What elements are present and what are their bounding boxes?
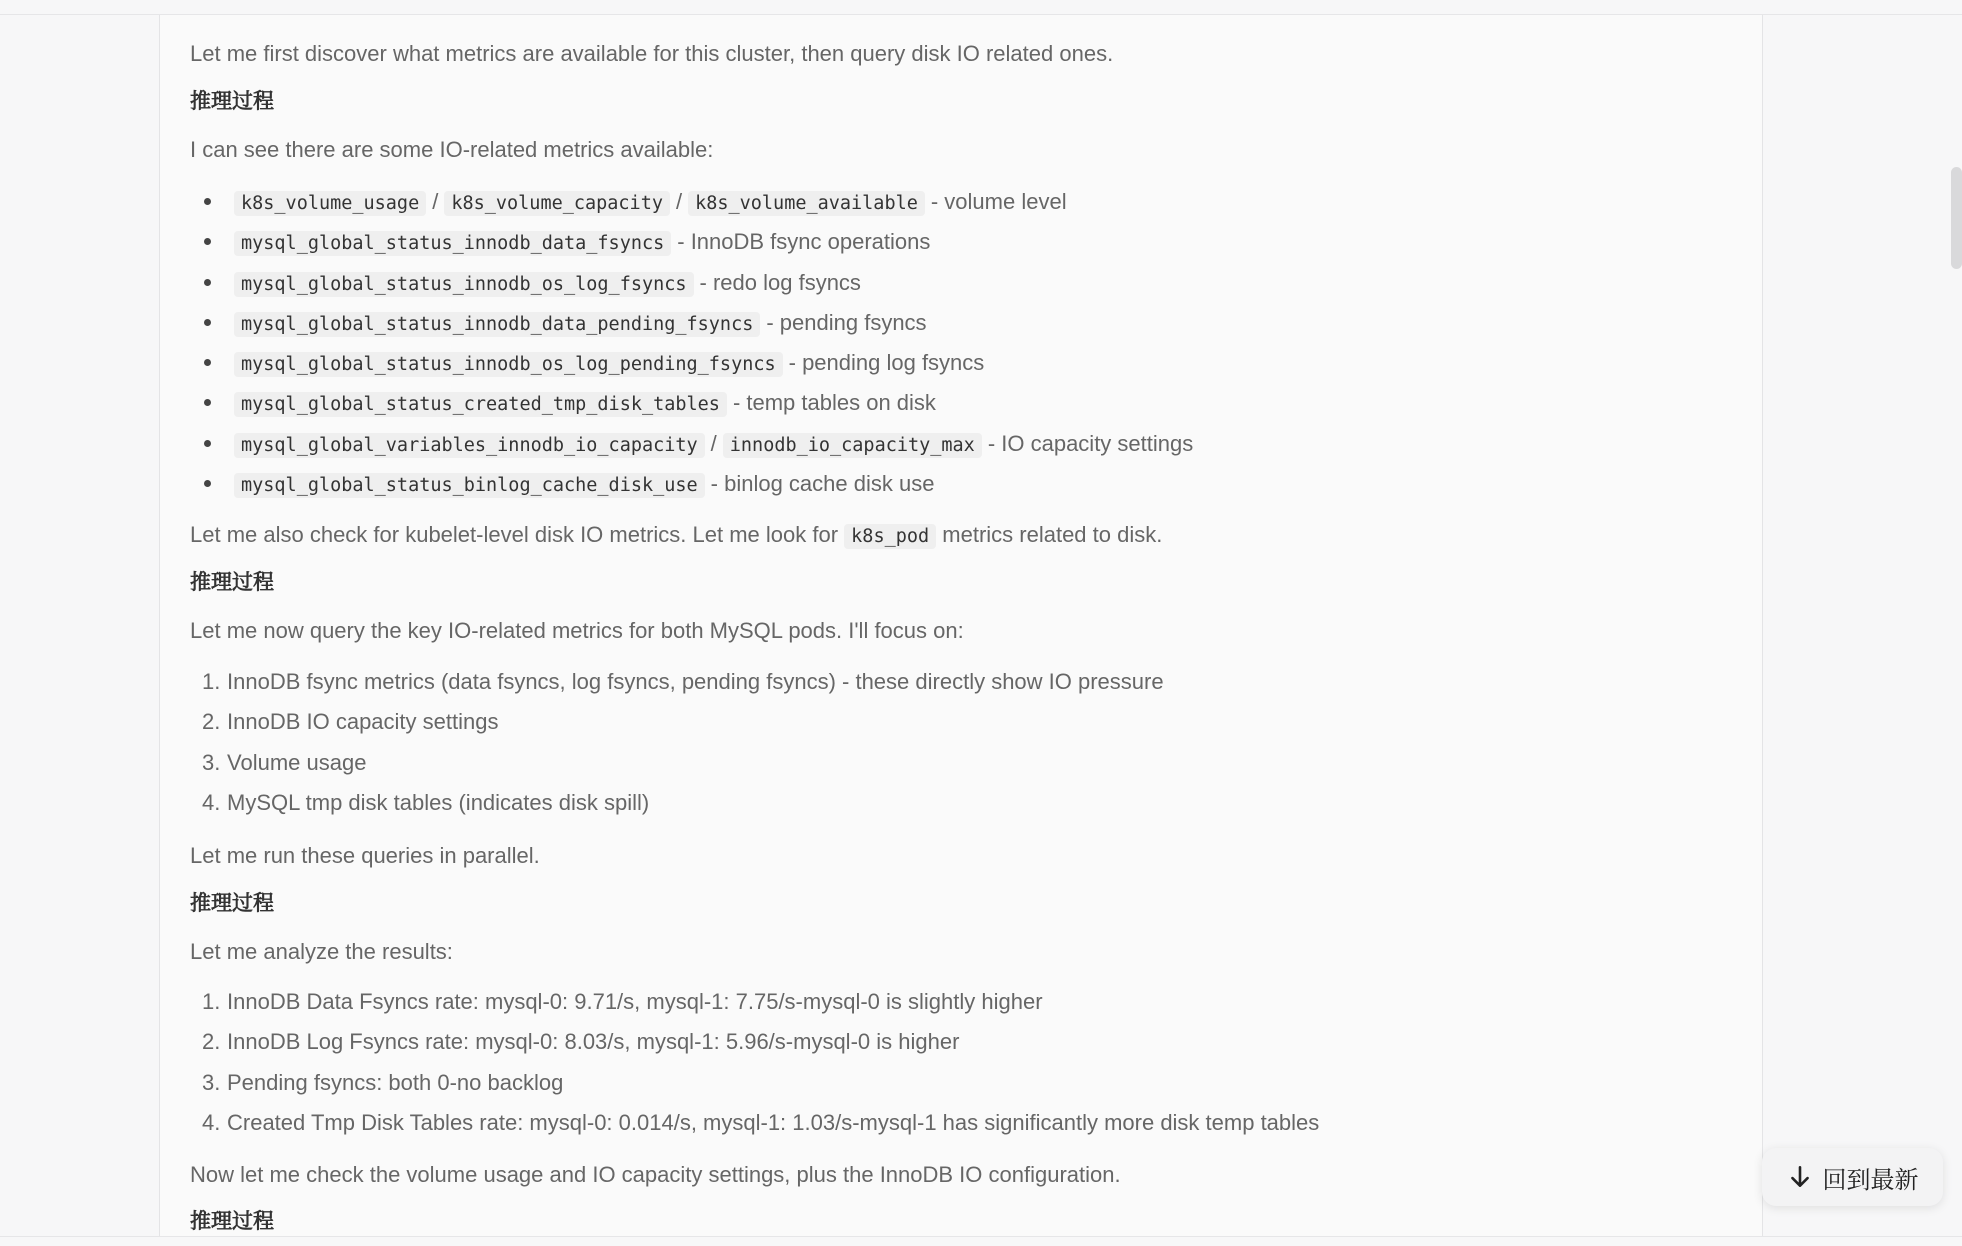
message-text (190, 520, 1162, 552)
inline-code: k8s_volume_available (688, 191, 925, 216)
bullet-icon (204, 480, 211, 487)
list-number: 2. (202, 1029, 221, 1055)
reasoning-heading[interactable]: 推理过程 (190, 571, 274, 594)
metric-list-item (190, 222, 1193, 262)
scrollbar-thumb[interactable] (1951, 167, 1962, 269)
metric-list-item (190, 464, 1193, 504)
arrow-down-icon (1787, 1164, 1813, 1190)
metric-description: - binlog cache disk use (710, 471, 935, 497)
metric-list-item (190, 182, 1193, 222)
top-bar-edge (0, 0, 1962, 15)
list-item-text: InnoDB IO capacity settings (227, 709, 499, 735)
list-number: 4. (202, 1109, 221, 1135)
metric-description: - InnoDB fsync operations (677, 229, 931, 255)
list-item-text: Created Tmp Disk Tables rate: mysql-0: 0.014/s, mysql-1: 1.03/s-mysql-1 has significantly more disk temp tables (227, 1109, 1320, 1135)
result-list-item (190, 1027, 1319, 1067)
inline-code: innodb_io_capacity_max (723, 433, 982, 458)
bullet-icon (204, 238, 211, 245)
metric-description: - IO capacity settings (987, 430, 1194, 456)
separator: / (675, 189, 683, 214)
list-number: 4. (202, 789, 221, 815)
list-number: 3. (202, 1069, 221, 1095)
result-list-item (190, 1108, 1319, 1148)
reasoning-heading[interactable]: 推理过程 (190, 1210, 274, 1233)
text-fragment: Let me also check for kubelet-level disk IO metrics. Let me look for (190, 522, 839, 547)
inline-code: k8s_pod (844, 524, 936, 549)
text-fragment: metrics related to disk. (942, 522, 1163, 547)
focus-list-item (190, 788, 1164, 828)
metrics-list (190, 182, 1193, 504)
message-text: Let me first discover what metrics are available for this cluster, then query disk IO related ones. (190, 41, 1114, 66)
bullet-icon (204, 399, 211, 406)
back-to-latest-button[interactable] (1762, 1148, 1943, 1206)
focus-list-item (190, 667, 1164, 707)
metric-list-item (190, 383, 1193, 423)
inline-code: mysql_global_status_binlog_cache_disk_use (234, 473, 705, 498)
inline-code: k8s_volume_usage (234, 191, 426, 216)
bullet-icon (204, 359, 211, 366)
inline-code: mysql_global_status_innodb_data_fsyncs (234, 231, 671, 256)
metric-description: - redo log fsyncs (699, 269, 861, 295)
inline-code: mysql_global_status_innodb_os_log_pending_fsyncs (234, 352, 783, 377)
bullet-icon (204, 440, 211, 447)
message-text: I can see there are some IO-related metrics available: (190, 137, 714, 162)
reasoning-heading[interactable]: 推理过程 (190, 90, 274, 113)
focus-list-item (190, 707, 1164, 747)
message-text: Now let me check the volume usage and IO capacity settings, plus the InnoDB IO configuration. (190, 1162, 1121, 1187)
bullet-icon (204, 319, 211, 326)
metric-list-item (190, 303, 1193, 343)
message-text: Let me analyze the results: (190, 939, 453, 964)
metric-list-item (190, 343, 1193, 383)
list-item-text: InnoDB fsync metrics (data fsyncs, log fsyncs, pending fsyncs) - these directly show IO pressure (227, 669, 1164, 694)
back-to-latest-label: 回到最新 (1822, 1165, 1919, 1194)
message-text: Let me run these queries in parallel. (190, 843, 540, 868)
inline-code: mysql_global_variables_innodb_io_capacity (234, 433, 705, 458)
result-list-item (190, 987, 1319, 1027)
inline-code: mysql_global_status_innodb_data_pending_fsyncs (234, 312, 760, 337)
list-number: 2. (202, 709, 221, 735)
results-list (190, 987, 1319, 1148)
metric-description: - temp tables on disk (732, 390, 936, 416)
bottom-bar-edge (0, 1236, 1962, 1246)
list-number: 1. (202, 989, 221, 1014)
list-number: 3. (202, 749, 221, 775)
separator: / (432, 189, 439, 214)
focus-list (190, 667, 1164, 828)
list-number: 1. (202, 669, 221, 694)
bullet-icon (204, 198, 211, 205)
list-item-text: Pending fsyncs: both 0-no backlog (227, 1069, 564, 1095)
focus-list-item (190, 748, 1164, 788)
inline-code: k8s_volume_capacity (444, 191, 670, 216)
inline-code: mysql_global_status_created_tmp_disk_tables (234, 392, 727, 417)
reasoning-heading[interactable]: 推理过程 (190, 892, 274, 915)
metric-list-item (190, 424, 1193, 464)
metric-description: - volume level (930, 189, 1067, 214)
message-text: Let me now query the key IO-related metrics for both MySQL pods. I'll focus on: (190, 618, 964, 643)
metric-description: - pending fsyncs (766, 309, 927, 335)
result-list-item (190, 1068, 1319, 1108)
list-item-text: InnoDB Log Fsyncs rate: mysql-0: 8.03/s, mysql-1: 5.96/s-mysql-0 is higher (227, 1029, 960, 1055)
separator: / (710, 430, 717, 456)
bullet-icon (204, 279, 211, 286)
list-item-text: MySQL tmp disk tables (indicates disk spill) (227, 789, 650, 815)
metric-list-item (190, 263, 1193, 303)
list-item-text: Volume usage (227, 749, 367, 775)
list-item-text: InnoDB Data Fsyncs rate: mysql-0: 9.71/s, mysql-1: 7.75/s-mysql-0 is slightly higher (227, 989, 1043, 1014)
inline-code: mysql_global_status_innodb_os_log_fsyncs (234, 272, 694, 297)
metric-description: - pending log fsyncs (788, 350, 985, 376)
